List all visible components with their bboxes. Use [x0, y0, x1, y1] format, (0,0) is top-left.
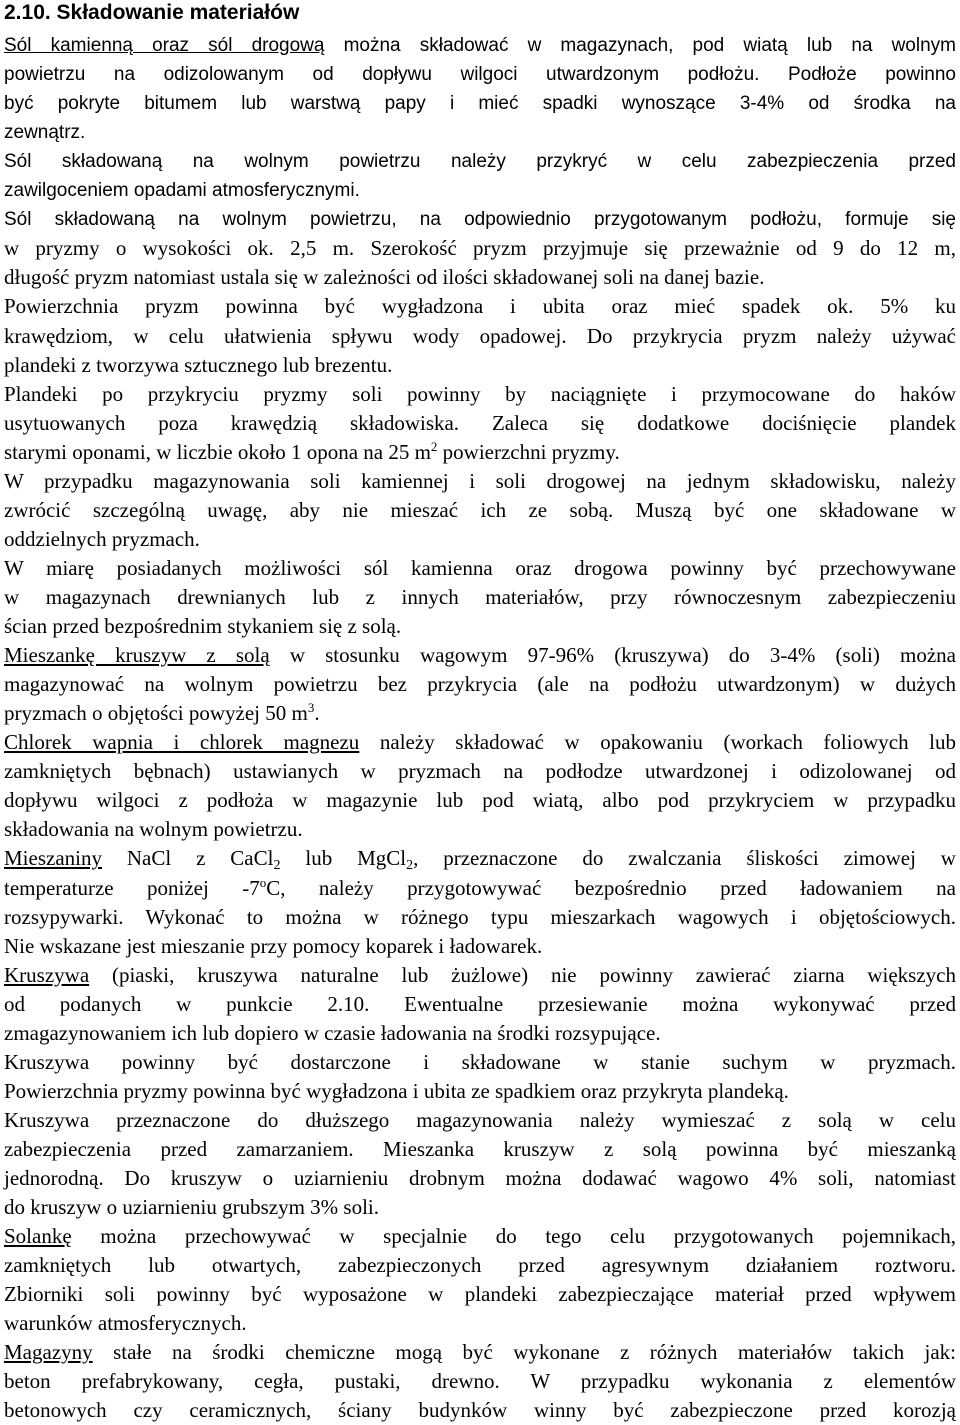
text-line — [4, 89, 956, 118]
text-run: zmagazynowaniem ich lub dopiero w czasie ładowania na środki rozsypujące. — [4, 1020, 661, 1045]
text-run: plandeki z tworzywa sztucznego lub brezentu. — [4, 352, 393, 377]
text-run: Plandeki po przykryciu pryzmy soli powinny by naciągnięte i przymocowane do haków — [4, 381, 956, 406]
text-line — [4, 670, 956, 699]
text-line — [4, 990, 956, 1019]
text-run: Sól składowaną na wolnym powietrzu należy przykryć w celu zabezpieczenia przed — [4, 151, 956, 173]
text-line — [4, 961, 956, 990]
text-run: można przechowywać w specjalnie do tego celu przygotowanych pojemnikach, — [71, 1224, 956, 1248]
text-line — [4, 1222, 956, 1251]
text-line — [4, 322, 956, 351]
text-line — [4, 205, 956, 234]
text-run: usytuowanych poza krawędzią składowiska. Zaleca się dodatkowe dociśnięcie plandek — [4, 410, 956, 435]
text-line — [4, 1048, 956, 1077]
text-run: Powierzchnia pryzmy powinna być wygładzona i ubita ze spadkiem oraz przykryta plandeką. — [4, 1078, 789, 1103]
text-line — [4, 874, 956, 903]
text-run: jednorodną. Do kruszyw o uziarnieniu drobnym można dodawać wagowo 4% soli, natomiast — [4, 1166, 956, 1190]
underlined-term: Kruszywa — [4, 962, 90, 987]
text-line — [4, 844, 956, 873]
text-run: należy składować w opakowaniu (workach foliowych lub — [359, 730, 956, 755]
text-line — [4, 554, 956, 583]
text-run: NaCl z CaCl — [101, 846, 274, 871]
superscript: 2 — [430, 438, 438, 454]
text-run: długość pryzm natomiast ustala się w zależności od ilości składowanej soli na danej bazie. — [4, 265, 765, 290]
text-line — [4, 263, 956, 292]
text-run: zabezpieczenia przed zamarzaniem. Mieszanka kruszyw z solą powinna być mieszanką — [4, 1136, 956, 1161]
text-run: w pryzmy o wysokości ok. 2,5 m. Szerokość pryzm przyjmuje się przeważnie od 9 do 12 m, — [4, 236, 956, 261]
text-run: betonowych czy ceramicznych, ściany budynków winny być zabezpieczone przed korozją — [4, 1398, 956, 1423]
underlined-term: Mieszankę kruszyw z solą — [4, 643, 270, 668]
text-run: temperaturze poniżej -7 — [4, 875, 260, 900]
text-line — [4, 118, 956, 147]
text-line — [4, 409, 956, 438]
text-line — [4, 903, 956, 932]
text-run: Nie wskazane jest mieszanie przy pomocy koparek i ładowarek. — [4, 933, 543, 958]
underlined-term: Chlorek wapnia i chlorek magnezu — [4, 730, 360, 755]
text-run: rozsypywarki. Wykonać to można w różnego typu mieszarkach wagowych i objętościowych. — [4, 904, 956, 929]
text-line — [4, 612, 956, 641]
superscript: 3 — [307, 700, 315, 716]
text-line — [4, 1193, 956, 1222]
text-run: być pokryte bitumem lub warstwą papy i mieć spadki wynoszące 3-4% od środka na — [4, 93, 956, 115]
text-line — [4, 467, 956, 496]
text-line — [4, 525, 956, 554]
text-line — [4, 1396, 956, 1425]
text-run: zawilgoceniem opadami atmosferycznymi. — [4, 180, 360, 202]
text-run: Powierzchnia pryzm powinna być wygładzona i ubita oraz mieć spadek ok. 5% ku — [4, 294, 956, 319]
section-heading: 2.10. Składowanie materiałów — [4, 1, 300, 24]
text-line — [4, 932, 956, 961]
text-run: zamkniętych lub otwartych, zabezpieczonych przed agresywnym działaniem roztworu. — [4, 1253, 956, 1278]
text-line — [4, 1367, 956, 1396]
text-run: do kruszyw o uziarnieniu grubszym 3% soli. — [4, 1195, 380, 1219]
text-run: Sól składowaną na wolnym powietrzu, na odpowiednio przygotowanym podłożu, formuje się — [4, 209, 956, 231]
text-run: składowania na wolnym powietrzu. — [4, 817, 303, 842]
underlined-term: Mieszaniny — [4, 846, 102, 871]
text-run: dopływu wilgoci z podłoża w magazynie lub pod wiatą, albo pod przykryciem w przypadku — [4, 788, 956, 813]
text-run: stałe na środki chemiczne mogą być wykonane z różnych materiałów takich jak: — [92, 1340, 956, 1365]
text-run: warunków atmosferycznych. — [4, 1311, 247, 1336]
text-line — [4, 147, 956, 176]
text-line — [4, 1135, 956, 1164]
text-line — [4, 176, 956, 205]
superscript: o — [259, 874, 267, 890]
text-run: można składować w magazynach, pod wiatą lub na wolnym — [324, 35, 956, 56]
text-line — [4, 496, 956, 525]
text-run: powierzchni pryzmy. — [437, 439, 620, 464]
text-run: Kruszywa przeznaczone do dłuższego magazynowania należy wymieszać z solą w celu — [4, 1107, 956, 1132]
text-run: starymi oponami, w liczbie około 1 opona na 25 m — [4, 439, 431, 464]
text-run: zamkniętych bębnach) ustawianych w pryzmach na podłodze utwardzonej i odizolowanej od — [4, 759, 956, 784]
text-run: zwrócić szczególną uwagę, aby nie mieszać ich ze sobą. Muszą być one składowane w — [4, 497, 956, 522]
text-line — [4, 234, 956, 263]
subscript: 2 — [406, 858, 414, 874]
underlined-term: Solankę — [4, 1224, 72, 1248]
text-run: W miarę posiadanych możliwości sól kamienna oraz drogowa powinny być przechowywane — [4, 555, 956, 580]
text-run: magazynować na wolnym powietrzu bez przykrycia (ale na podłożu utwardzonym) w dużych — [4, 672, 956, 697]
text-line — [4, 699, 956, 728]
text-run: pryzmach o objętości powyżej 50 m — [4, 701, 308, 726]
text-line — [4, 786, 956, 815]
text-run: Kruszywa powinny być dostarczone i składowane w stanie suchym w pryzmach. — [4, 1049, 956, 1074]
text-run: w magazynach drewnianych lub z innych materiałów, przy równoczesnym zabezpieczeniu — [4, 585, 956, 609]
subscript: 2 — [273, 858, 281, 874]
text-run: . — [314, 701, 320, 726]
text-run: Zbiorniki soli powinny być wyposażone w plandeki zabezpieczające materiał przed wpływem — [4, 1282, 956, 1307]
text-run: lub MgCl — [280, 846, 407, 871]
text-run: beton prefabrykowany, cegła, pustaki, drewno. W przypadku wykonania z elementów — [4, 1369, 956, 1394]
text-line — [4, 31, 956, 60]
text-line — [4, 351, 956, 380]
text-line — [4, 1106, 956, 1135]
text-line — [4, 1019, 956, 1048]
text-run: oddzielnych pryzmach. — [4, 526, 200, 551]
text-line — [4, 1338, 956, 1367]
text-run: krawędziom, w celu ułatwienia spływu wody opadowej. Do przykrycia pryzm należy używać — [4, 323, 956, 348]
text-line — [4, 728, 956, 757]
underlined-term: Sól kamienną oraz sól drogową — [4, 35, 325, 56]
text-line — [4, 292, 956, 321]
text-run: C, należy przygotowywać bezpośrednio przed ładowaniem na — [266, 875, 956, 900]
text-line — [4, 1251, 956, 1280]
text-run: powietrzu na odizolowanym od dopływu wilgoci utwardzonym podłożu. Podłoże powinno — [4, 64, 956, 85]
text-run: , przeznaczone do zwalczania śliskości zimowej w — [413, 846, 956, 871]
text-run: w stosunku wagowym 97-96% (kruszywa) do 3-4% (soli) można — [269, 643, 956, 668]
text-line — [4, 60, 956, 89]
text-run: W przypadku magazynowania soli kamiennej i soli drogowej na jednym składowisku, należy — [4, 468, 956, 493]
text-line — [4, 1164, 956, 1193]
text-run: ścian przed bezpośrednim stykaniem się z solą. — [4, 614, 402, 638]
underlined-term: Magazyny — [4, 1340, 93, 1365]
text-line — [4, 1309, 956, 1338]
text-run: zewnątrz. — [4, 122, 86, 144]
text-line — [4, 757, 956, 786]
text-line — [4, 583, 956, 612]
text-line — [4, 815, 956, 844]
text-line — [4, 641, 956, 670]
text-line — [4, 380, 956, 409]
text-line — [4, 438, 956, 467]
text-run: (piaski, kruszywa naturalne lub żużlowe) nie powinny zawierać ziarna większych — [89, 962, 956, 987]
text-line — [4, 1077, 956, 1106]
text-line — [4, 1280, 956, 1309]
text-run: od podanych w punkcie 2.10. Ewentualne przesiewanie można wykonywać przed — [4, 991, 956, 1016]
